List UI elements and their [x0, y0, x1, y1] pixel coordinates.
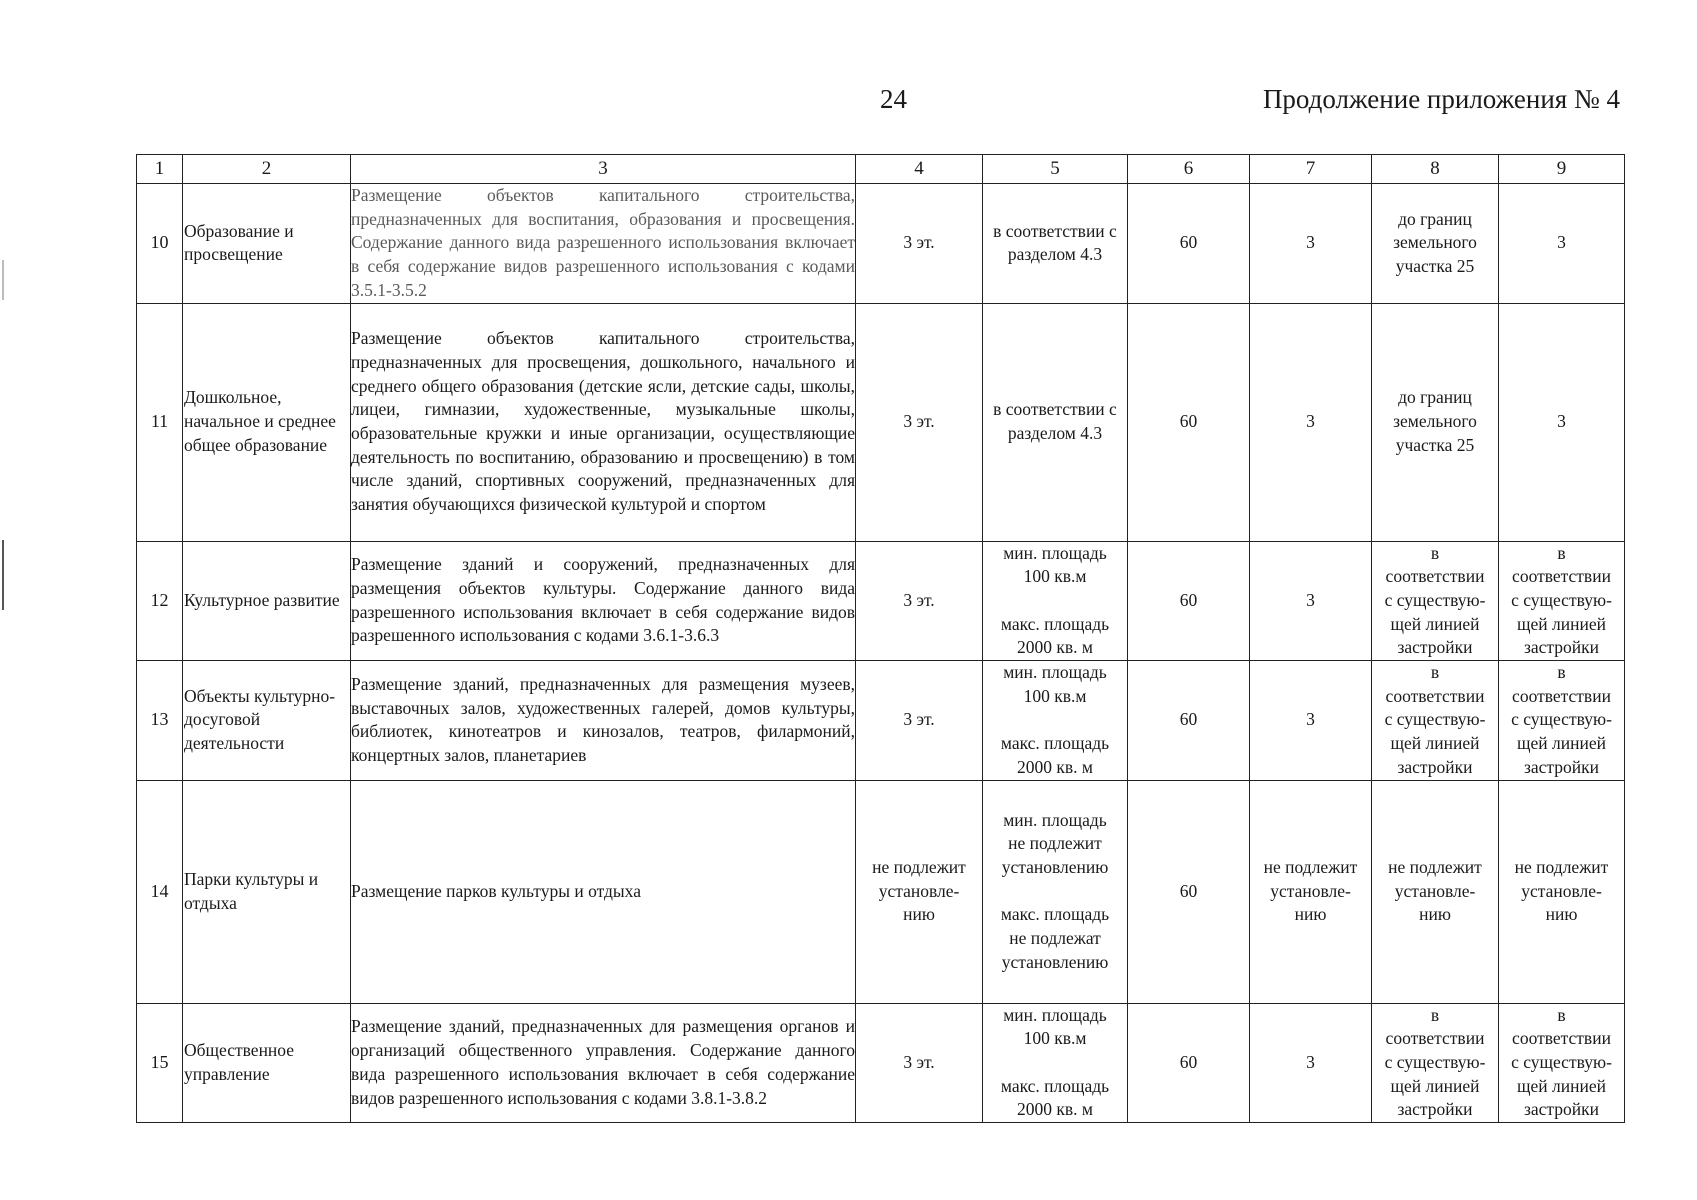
- use-type-name: Общественное управление: [183, 1003, 351, 1123]
- column-9-value: в соответствии с существую- щей линией застройки: [1499, 541, 1625, 661]
- coverage-percent: 60: [1128, 661, 1250, 781]
- use-type-name: Культурное развитие: [183, 541, 351, 661]
- column-9-value: 3: [1499, 303, 1625, 541]
- use-type-name: Объекты культурно-досуговой деятельности: [183, 661, 351, 781]
- column-8-value: в соответствии с существую- щей линией застройки: [1372, 541, 1499, 661]
- max-floors: не подлежит установле- нию: [856, 780, 983, 1003]
- use-description: Размещение парков культуры и отдыха: [351, 780, 856, 1003]
- column-number: 3: [351, 155, 856, 184]
- min-setback: не подлежит установле- нию: [1250, 780, 1372, 1003]
- use-description: Размещение зданий, предназначенных для размещения музеев, выставочных залов, художественных галерей, домов культуры, библиотек, кинотеатров и кинозалов, театров, филармоний, концертных залов, планетариев: [351, 661, 856, 781]
- column-9-value: в соответствии с существую- щей линией застройки: [1499, 1003, 1625, 1123]
- column-number: 6: [1128, 155, 1250, 184]
- coverage-percent: 60: [1128, 184, 1250, 304]
- appendix-title: Продолжение приложения № 4: [1262, 84, 1620, 114]
- table-row: [137, 780, 1625, 1003]
- plot-area: мин. площадь не подлежит установлению макс. площадь не подлежат установлению: [983, 780, 1128, 1003]
- use-description: Размещение зданий и сооружений, предназначенных для размещения объектов культуры. Содержание данного вида разрешенного использования включает в себя содержание видов разрешенного использования с кодами 3.6.1-3.6.3: [351, 541, 856, 661]
- use-description: Размещение зданий, предназначенных для размещения органов и организаций общественного управления. Содержание данного вида разрешенного использования включает в себя содержание видов разрешенного использования с кодами 3.8.1-3.8.2: [351, 1003, 856, 1123]
- column-8-value: до границ земельного участка 25: [1372, 303, 1499, 541]
- column-number: 4: [856, 155, 983, 184]
- min-setback: 3: [1250, 184, 1372, 304]
- row-number: 15: [137, 1003, 183, 1123]
- column-number-row: [137, 155, 1625, 184]
- max-floors: 3 эт.: [856, 1003, 983, 1123]
- column-number: 9: [1499, 155, 1625, 184]
- use-type-name: Дошкольное, начальное и среднее общее образование: [183, 303, 351, 541]
- scan-artifact: [2, 540, 4, 610]
- coverage-percent: 60: [1128, 541, 1250, 661]
- column-number: 1: [137, 155, 183, 184]
- table-row: [137, 661, 1625, 781]
- min-setback: 3: [1250, 661, 1372, 781]
- coverage-percent: 60: [1128, 1003, 1250, 1123]
- column-number: 7: [1250, 155, 1372, 184]
- table-row: [137, 1003, 1625, 1123]
- min-setback: 3: [1250, 303, 1372, 541]
- page-number: 24: [880, 84, 907, 114]
- table-row: [137, 184, 1625, 304]
- coverage-percent: 60: [1128, 303, 1250, 541]
- column-9-value: 3: [1499, 184, 1625, 304]
- plot-area: мин. площадь 100 кв.м макс. площадь 2000 кв. м: [983, 541, 1128, 661]
- max-floors: 3 эт.: [856, 661, 983, 781]
- use-description: Размещение объектов капитального строительства, предназначенных для просвещения, дошкольного, начального и среднего общего образования (детские ясли, детские сады, школы, лицеи, гимназии, художественные, музыкальные школы, образовательные кружки и иные организации, осуществляющие деятельность по воспитанию, образованию и просвещению) в том числе зданий, спортивных сооружений, предназначенных для занятия обучающихся физической культурой и спортом: [351, 303, 856, 541]
- scan-artifact: [2, 260, 4, 300]
- max-floors: 3 эт.: [856, 184, 983, 304]
- max-floors: 3 эт.: [856, 541, 983, 661]
- use-type-name: Парки культуры и отдыха: [183, 780, 351, 1003]
- row-number: 10: [137, 184, 183, 304]
- plot-area: в соответствии с разделом 4.3: [983, 303, 1128, 541]
- plot-area: мин. площадь 100 кв.м макс. площадь 2000 кв. м: [983, 661, 1128, 781]
- column-8-value: до границ земельного участка 25: [1372, 184, 1499, 304]
- row-number: 14: [137, 780, 183, 1003]
- row-number: 12: [137, 541, 183, 661]
- column-9-value: в соответствии с существую- щей линией застройки: [1499, 661, 1625, 781]
- row-number: 11: [137, 303, 183, 541]
- column-8-value: в соответствии с существую- щей линией застройки: [1372, 661, 1499, 781]
- max-floors: 3 эт.: [856, 303, 983, 541]
- plot-area: мин. площадь 100 кв.м макс. площадь 2000 кв. м: [983, 1003, 1128, 1123]
- column-8-value: не подлежит установле- нию: [1372, 780, 1499, 1003]
- column-number: 2: [183, 155, 351, 184]
- table-row: [137, 303, 1625, 541]
- min-setback: 3: [1250, 1003, 1372, 1123]
- regulations-table: [136, 154, 1625, 1123]
- column-9-value: не подлежит установле- нию: [1499, 780, 1625, 1003]
- coverage-percent: 60: [1128, 780, 1250, 1003]
- column-number: 8: [1372, 155, 1499, 184]
- use-description: Размещение объектов капитального строительства, предназначенных для воспитания, образования и просвещения. Содержание данного вида разрешенного использования включает в себя содержание видов разрешенного использования с кодами 3.5.1-3.5.2: [351, 184, 856, 304]
- min-setback: 3: [1250, 541, 1372, 661]
- plot-area: в соответствии с разделом 4.3: [983, 184, 1128, 304]
- row-number: 13: [137, 661, 183, 781]
- column-number: 5: [983, 155, 1128, 184]
- table-row: [137, 541, 1625, 661]
- use-type-name: Образование и просвещение: [183, 184, 351, 304]
- column-8-value: в соответствии с существую- щей линией застройки: [1372, 1003, 1499, 1123]
